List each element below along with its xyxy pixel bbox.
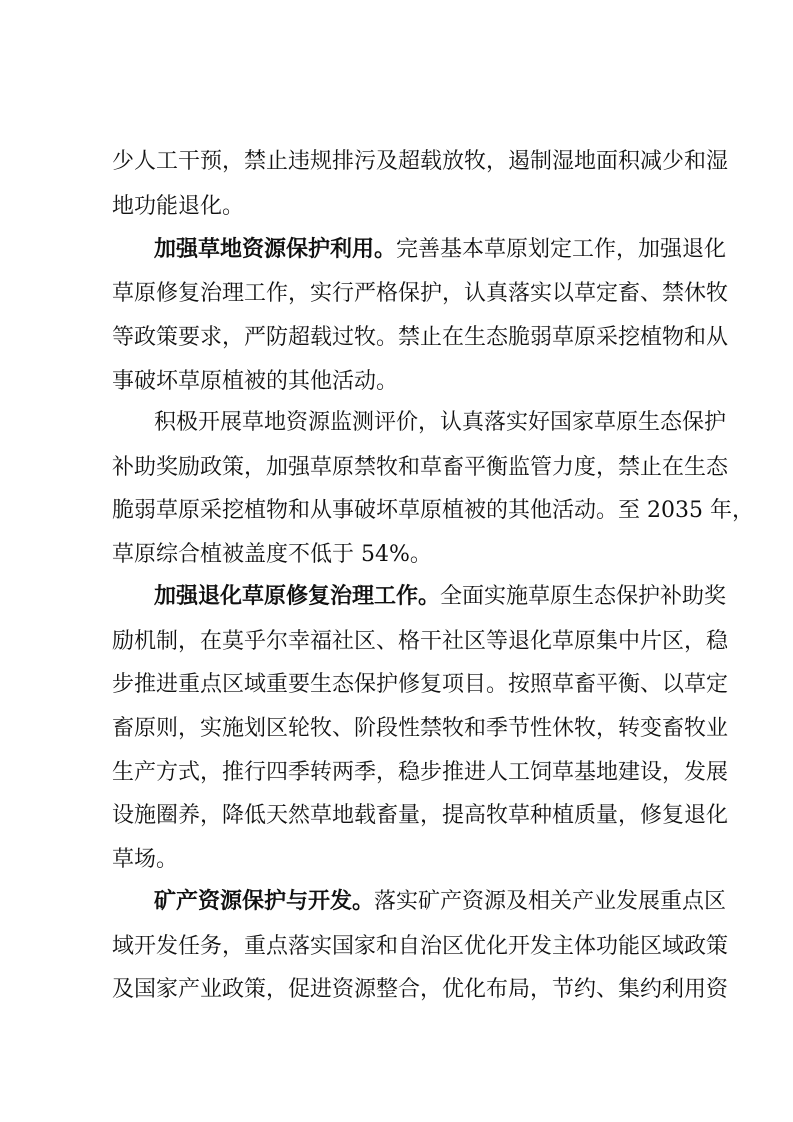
- text-line: [112, 622, 729, 662]
- text-line: [154, 577, 727, 617]
- paragraph-heading: 加强退化草原修复治理工作。: [154, 584, 441, 609]
- text-line: [112, 448, 729, 488]
- line-text: 励机制，在莫乎尔幸福社区、格干社区等退化草原集中片区，稳: [112, 629, 729, 654]
- line-text: 步推进重点区域重要生态保护修复项目。按照草畜平衡、以草定: [112, 672, 729, 697]
- text-line: [112, 142, 729, 182]
- line-text: 草原综合植被盖度不低于 54%。: [112, 542, 432, 567]
- line-text: 设施圈养，降低天然草地载畜量，提高牧草种植质量，修复退化: [112, 803, 729, 828]
- line-text: 畜原则，实施划区轮牧、阶段性禁牧和季节性休牧，转变畜牧业: [112, 716, 729, 741]
- line-text: 完善基本草原划定工作，加强退化: [396, 237, 727, 262]
- paragraph-heading: 矿产资源保护与开发。: [154, 889, 375, 914]
- text-line: [112, 840, 687, 880]
- text-line: [154, 230, 727, 270]
- line-text: 补助奖励政策，加强草原禁牧和草畜平衡监管力度，禁止在生态: [112, 455, 729, 480]
- text-line: [112, 970, 729, 1010]
- line-text: 脆弱草原采挖植物和从事破坏草原植被的其他活动。至 2035 年，: [112, 498, 754, 523]
- text-line: [112, 665, 729, 705]
- line-text: 全面实施草原生态保护补助奖: [440, 584, 727, 609]
- text-line: [112, 318, 729, 358]
- line-text: 等政策要求，严防超载过牧。禁止在生态脆弱草原采挖植物和从: [112, 325, 729, 350]
- text-line: [112, 362, 687, 402]
- line-text: 草场。: [112, 847, 179, 872]
- text-line: [112, 709, 729, 749]
- line-text: 落实矿产资源及相关产业发展重点区: [374, 889, 727, 914]
- line-text: 草原修复治理工作，实行严格保护，认真落实以草定畜、禁休牧: [112, 281, 729, 306]
- text-line: [112, 491, 754, 531]
- text-line: [112, 535, 687, 575]
- line-text: 事破坏草原植被的其他活动。: [112, 369, 399, 394]
- text-line: [112, 753, 729, 793]
- text-line: [154, 403, 727, 443]
- text-line: [154, 882, 727, 922]
- line-text: 及国家产业政策，促进资源整合，优化布局，节约、集约利用资: [112, 977, 729, 1002]
- text-line: [112, 274, 729, 314]
- text-line: [112, 796, 729, 836]
- paragraph-heading: 加强草地资源保护利用。: [154, 237, 397, 262]
- line-text: 积极开展草地资源监测评价，认真落实好国家草原生态保护: [154, 410, 727, 435]
- line-text: 地功能退化。: [112, 194, 245, 219]
- text-line: [112, 187, 687, 227]
- line-text: 生产方式，推行四季转两季，稳步推进人工饲草基地建设，发展: [112, 760, 729, 785]
- line-text: 少人工干预，禁止违规排污及超载放牧，遏制湿地面积减少和湿: [112, 149, 729, 174]
- text-line: [112, 927, 729, 967]
- line-text: 域开发任务，重点落实国家和自治区优化开发主体功能区域政策: [112, 934, 729, 959]
